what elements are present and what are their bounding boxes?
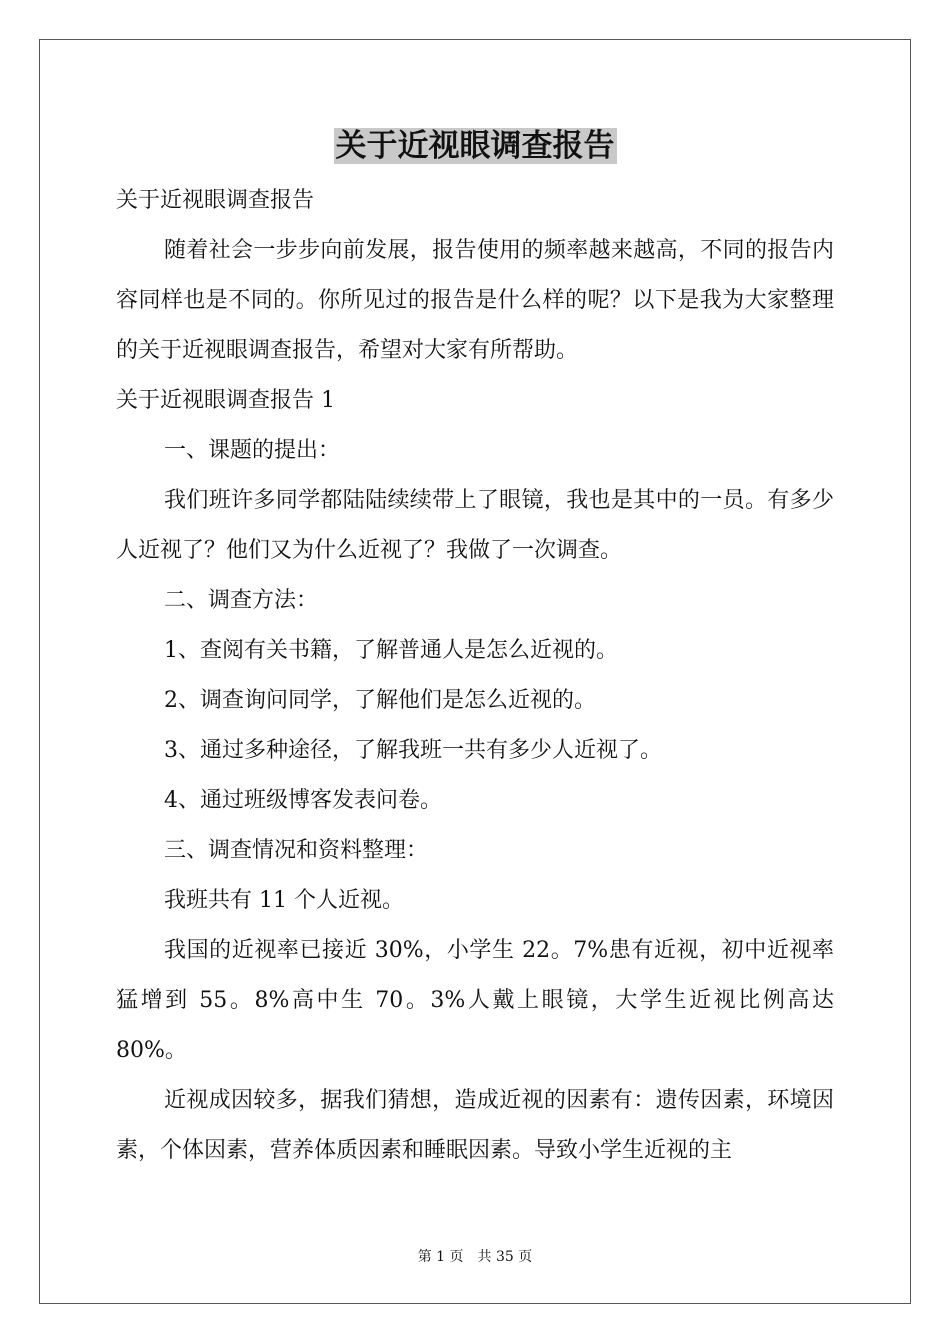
document-body [116, 176, 834, 1176]
paragraph-heading-2: 二、调查方法： [164, 588, 319, 613]
paragraph-statistics: 我国的近视率已接近 30%，小学生 22。7%患有近视，初中近视率猛增到 55。8%高中生 70。3%人戴上眼镜，大学生近视比例高达 80%。 [116, 938, 834, 1063]
page-footer [0, 1247, 950, 1267]
paragraph-method-4: 4、通过班级博客发表问卷。 [164, 788, 442, 813]
paragraph-method-1: 1、查阅有关书籍，了解普通人是怎么近视的。 [164, 638, 618, 663]
paragraph-heading-1: 一、课题的提出： [164, 438, 341, 463]
document-title-text: 关于近视眼调查报告 [335, 128, 615, 164]
paragraph-intro: 随着社会一步步向前发展，报告使用的频率越来越高，不同的报告内容同样也是不同的。你所见过的报告是什么样的呢？以下是我为大家整理的关于近视眼调查报告，希望对大家有所帮助。 [116, 238, 834, 363]
paragraph-section-heading: 关于近视眼调查报告 1 [116, 388, 335, 413]
paragraph-question: 我们班许多同学都陆陆续续带上了眼镜，我也是其中的一员。有多少人近视了？他们又为什么近视了？我做了一次调查。 [116, 488, 834, 563]
page-total: 共 35 页 [477, 1249, 533, 1265]
paragraph-causes: 近视成因较多，据我们猜想，造成近视的因素有：遗传因素，环境因素，个体因素，营养体质因素和睡眠因素。导致小学生近视的主 [116, 1088, 834, 1163]
document-title [0, 124, 950, 168]
paragraph-class-count: 我班共有 11 个人近视。 [164, 888, 404, 913]
paragraph-heading-3: 三、调查情况和资料整理： [164, 838, 429, 863]
page-number: 第 1 页 [417, 1249, 464, 1265]
paragraph-method-2: 2、调查询问同学，了解他们是怎么近视的。 [164, 688, 596, 713]
paragraph-subtitle: 关于近视眼调查报告 [116, 188, 315, 213]
paragraph-method-3: 3、通过多种途径，了解我班一共有多少人近视了。 [164, 738, 662, 763]
